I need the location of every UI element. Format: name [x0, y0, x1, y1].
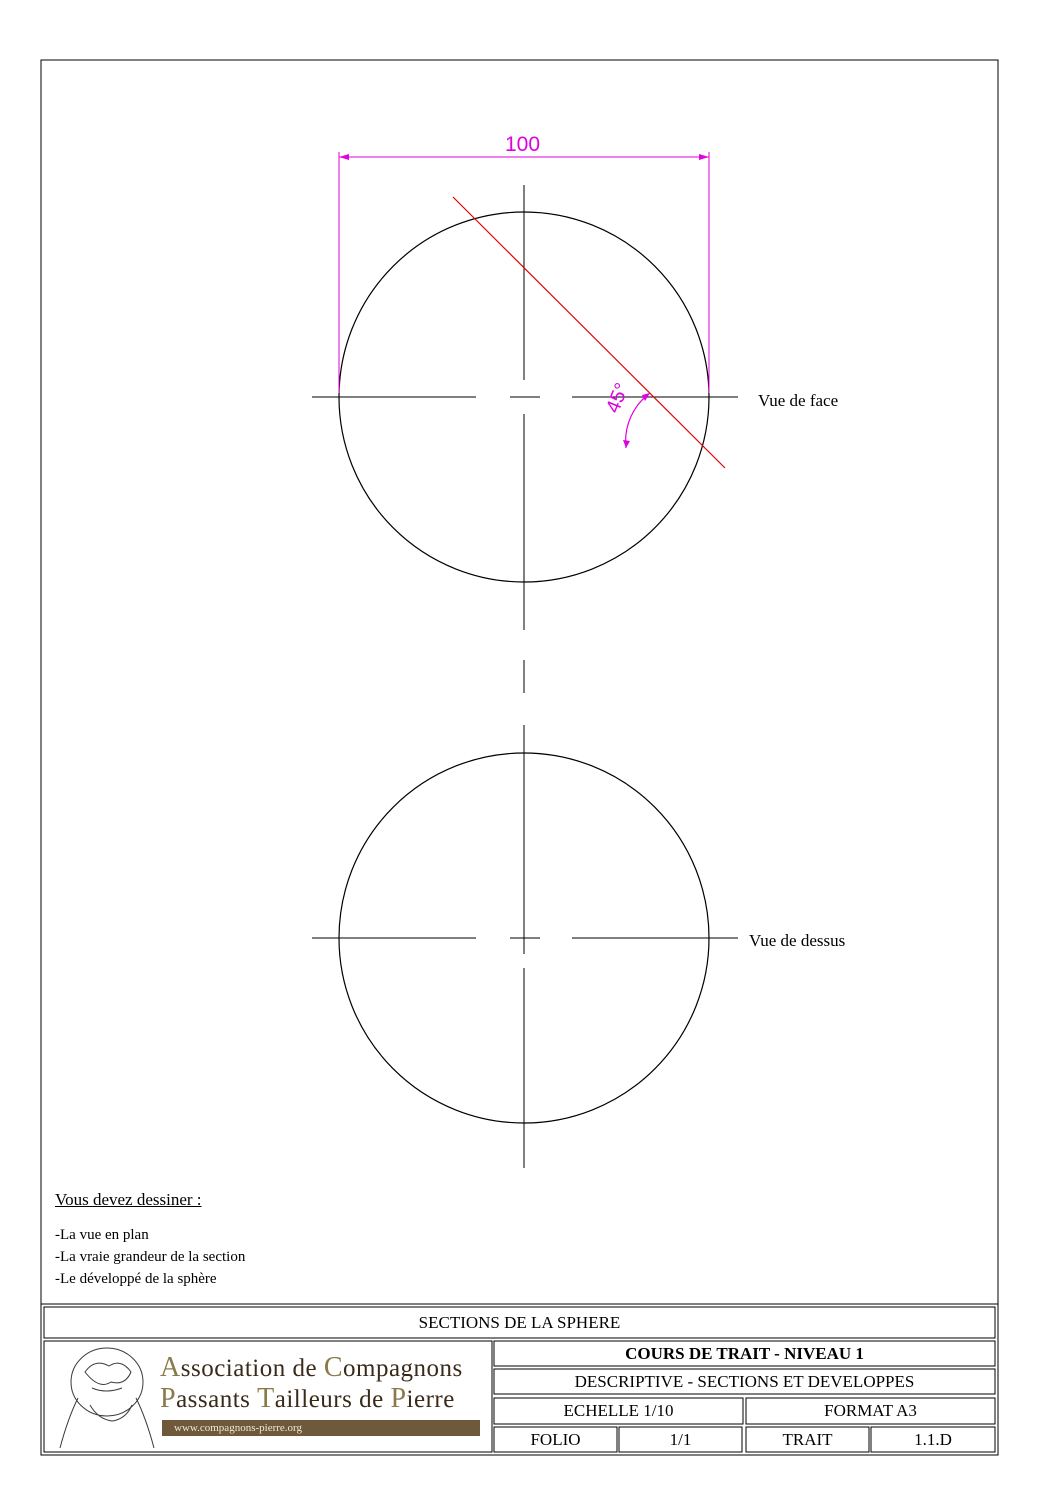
folio-label: FOLIO — [530, 1429, 581, 1449]
front-view-label: Vue de face — [758, 391, 839, 410]
top-view-label: Vue de dessus — [749, 931, 846, 950]
trait-value: 1.1.D — [914, 1429, 952, 1449]
folio-value: 1/1 — [669, 1429, 692, 1449]
subject-title: DESCRIPTIVE - SECTIONS ET DEVELOPPES — [574, 1371, 915, 1391]
angle-arrow-bottom — [623, 440, 630, 448]
scale-cell: ECHELLE 1/10 — [563, 1401, 674, 1420]
dimension-arrow-left — [339, 154, 349, 160]
top-view — [312, 753, 738, 1168]
instruction-item: -La vue en plan — [55, 1227, 149, 1243]
instructions — [55, 1190, 245, 1290]
dimension-label: 100 — [505, 133, 541, 156]
logo-line-1: Association de Compagnons — [160, 1352, 463, 1383]
format-cell: FORMAT A3 — [824, 1401, 917, 1420]
logo-line-2: Passants Tailleurs de Pierre — [160, 1383, 455, 1414]
instruction-item: -Le développé de la sphère — [55, 1271, 217, 1287]
instructions-title: Vous devez dessiner : — [55, 1190, 202, 1209]
course-title: COURS DE TRAIT - NIVEAU 1 — [625, 1343, 864, 1363]
section-plane-line — [453, 197, 725, 468]
angle-label: 45° — [602, 379, 634, 417]
sheet-title: SECTIONS DE LA SPHERE — [418, 1312, 621, 1332]
logo-emblem — [60, 1348, 154, 1448]
dimension-arrow-right — [699, 154, 709, 160]
front-view — [312, 152, 738, 922]
instruction-item: -La vraie grandeur de la section — [55, 1249, 246, 1265]
trait-label: TRAIT — [782, 1429, 833, 1449]
logo-url: www.compagnons-pierre.org — [162, 1420, 480, 1436]
